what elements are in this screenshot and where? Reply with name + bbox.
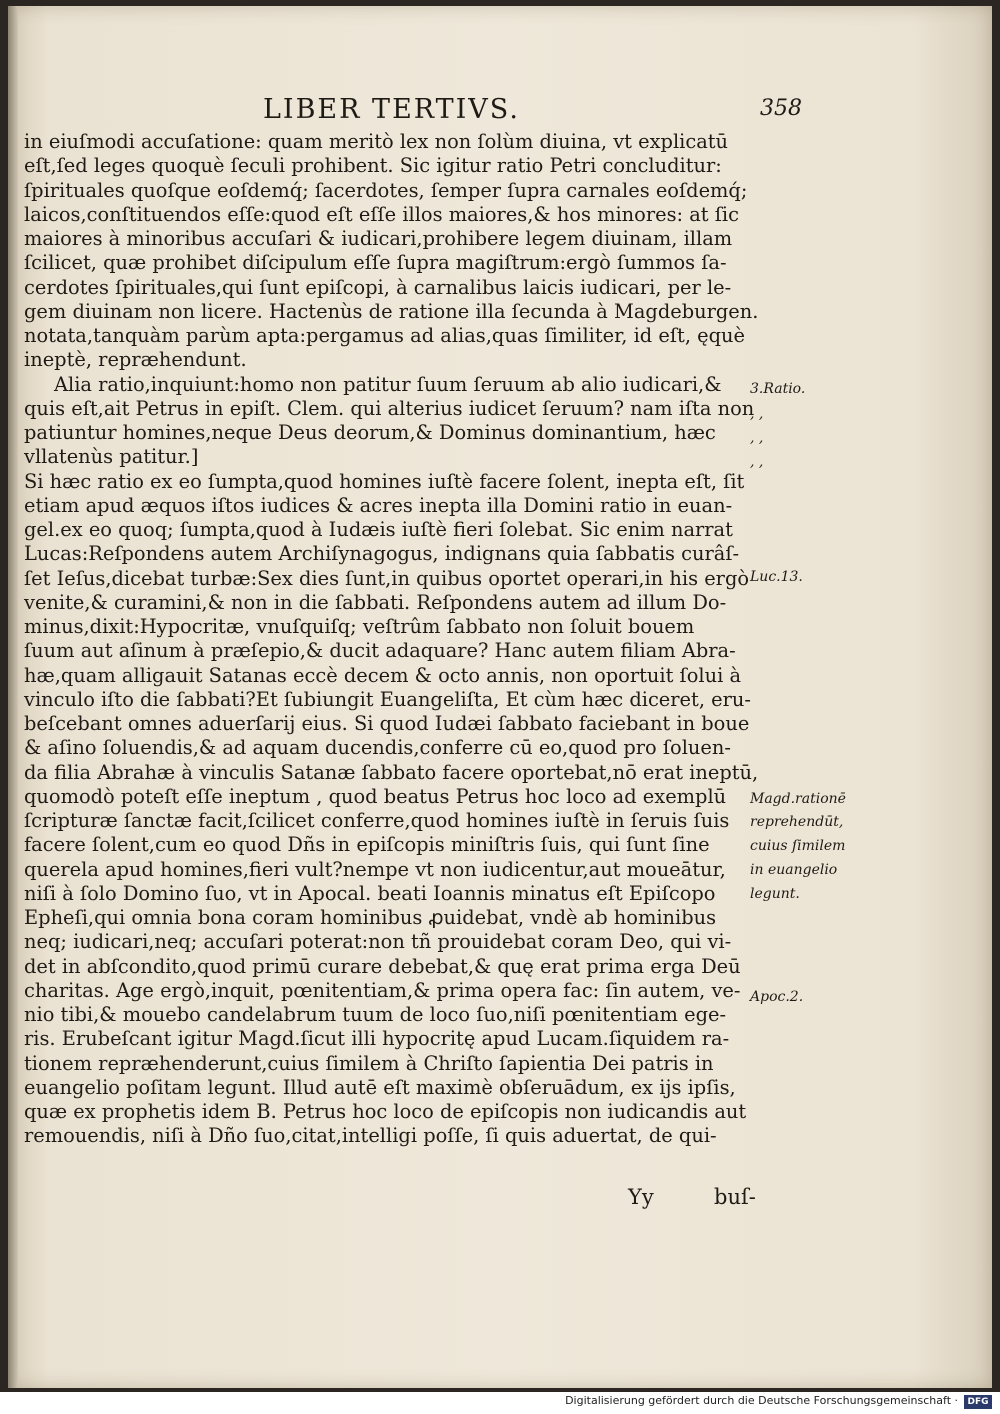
- book-page: [8, 6, 992, 1388]
- dfg-logo-icon: DFG: [964, 1395, 992, 1409]
- text-line: Epheſi,qui omnia bona coram hominibus ꝓuidebat, vndè ab hominibus: [24, 906, 717, 929]
- text-line: etiam apud æquos iſtos iudices & acres inepta illa Domini ratio in euan-: [24, 493, 733, 517]
- text-line: venite,& curamini,& non in die ſabbati. Reſpondens autem ad illum Do-: [24, 590, 727, 614]
- text-line: [24, 1149, 754, 1173]
- text-line: ſpirituales quoſque eoſdemq́; ſacerdotes, ſemper ſupra carnales eoſdemq́;: [24, 178, 748, 202]
- text-line: Lucas:Reſpondens autem Archiſynagogus, indignans quia ſabbatis curâſ-: [24, 542, 740, 566]
- text-line: tionem repræhenderunt,cuius ſimilem à Chriſto ſapientia Dei patris in: [24, 1051, 714, 1075]
- text-line: vllatenùs patitur.]: [24, 445, 199, 469]
- text-line: minus,dixit:Hypocritæ, vnuſquiſq; veſtrûm ſabbato non ſoluit bouem: [24, 615, 695, 638]
- funding-notice: Digitalisierung gefördert durch die Deutsche Forschungsgemeinschaft ·: [565, 1394, 958, 1407]
- text-line: da filia Abrahæ à vinculis Satanæ ſabbato facere oportebat,nō erat ineptū,: [24, 760, 759, 784]
- text-line: ſuum aut aſinum à præſepio,& ducit adaquare? Hanc autem filiam Abra-: [24, 639, 736, 663]
- text-line: beſcebant omnes aduerſarij eius. Si quod Iudæi ſabbato faciebant in boue: [24, 712, 750, 735]
- text-line: ſet Ieſus,dicebat turbæ:Sex dies ſunt,in quibus oportet operari,in his ergò: [24, 566, 750, 590]
- text-line: patiuntur homines,neque Deus deorum,& Dominus dominantium, hæc: [24, 421, 716, 444]
- text-line: querela apud homines,fieri vult?nempe vt non iudicentur,aut moueātur,: [24, 857, 726, 881]
- text-line: quomodò poteſt eſſe ineptum , quod beatus Petrus hoc loco ad exemplū: [24, 784, 727, 808]
- text-line: quæ ex prophetis idem B. Petrus hoc loco de epiſcopis non iudicandis aut: [24, 1100, 747, 1123]
- text-line: Si hæc ratio ex eo ſumpta,quod homines iuſtè facere ſolent, inepta eſt, ſit: [24, 469, 745, 493]
- text-line: Alia ratio,inquiunt:homo non patitur ſuum ſeruum ab alio iudicari,&: [54, 372, 722, 396]
- text-line: & aſino ſoluendis,& ad aquam ducendis,conferre cū eo,quod pro ſoluen-: [24, 736, 731, 760]
- margin-note-magd: reprehendūt,: [750, 814, 844, 830]
- margin-note-ratio: 3.Ratio.: [750, 381, 806, 397]
- text-line: laicos,conſtituendos eſſe:quod eſt eſſe illos maiores,& hos minores: at ſic: [24, 202, 739, 226]
- text-line: charitas. Age ergò,inquit, pœnitentiam,& prima opera fac: ſin autem, ve-: [24, 978, 741, 1002]
- text-line: ris. Erubeſcant igitur Magd.ſicut illi hypocritę apud Lucam.ſiquidem ra-: [24, 1027, 730, 1051]
- text-line: cerdotes ſpirituales,qui ſunt epiſcopi, à carnalibus laicis iudicari, per le-: [24, 275, 732, 299]
- text-line: ſcripturæ ſanctæ facit,ſcilicet conferre,quod homines iuſtè in ſeruis ſuis: [24, 809, 730, 832]
- text-line: niſi à ſolo Domino ſuo, vt in Apocal. beati Ioannis minatus eſt Epiſcopo: [24, 881, 716, 905]
- text-line: notata,tanquàm parùm apta:pergamus ad alias,quas ſimiliter, id eſt, ęquè: [24, 324, 746, 347]
- signature-mark: Yy: [628, 1185, 654, 1209]
- text-line: in eiuſmodi accuſatione: quam meritò lex non ſolùm diuina, vt explicatū: [24, 130, 729, 153]
- margin-note-apoc: Apoc.2.: [750, 989, 804, 1005]
- text-line: eſt,ſed leges quoquè ſeculi prohibent. Sic igitur ratio Petri concluditur:: [24, 154, 722, 178]
- text-line: euangelio poſitam legunt. Illud autē eſt maximè obſeruādum, ex ijs ipſis,: [24, 1075, 736, 1099]
- margin-note-magd: legunt.: [750, 886, 800, 902]
- text-line: facere ſolent,cum eo quod Dñs in epiſcopis miniſtris ſuis, qui ſunt ſine: [24, 833, 710, 857]
- margin-note-magd: Magd.rationē: [750, 791, 846, 807]
- catchword: buſ-: [714, 1185, 756, 1209]
- text-line: ſcilicet, quæ prohibet diſcipulum eſſe ſupra magiſtrum:ergò ſummos ſa-: [24, 251, 727, 275]
- text-line: neq; iudicari,neq; accuſari poterat:non tñ prouidebat coram Deo, qui vi-: [24, 930, 732, 954]
- text-line: hæ,quam alligauit Satanas eccè decem & octo annis, non oportuit ſolui à: [24, 663, 741, 687]
- body-text: [24, 130, 759, 1173]
- text-line: gem diuinam non licere. Hactenùs de ratione illa ſecunda à Magdeburgen.: [24, 299, 759, 323]
- text-line: det in abſcondito,quod primū curare debebat,& quę erat prima erga Deū: [24, 954, 741, 978]
- text-line: nio tibi,& mouebo candelabrum tuum de loco ſuo,niſi pœnitentiam ege-: [24, 1003, 727, 1026]
- margin-note-luc: Luc.13.: [750, 569, 803, 585]
- text-line: vinculo iſto die ſabbati?Et ſubiungit Euangeliſta, Et cùm hæc diceret, eru-: [24, 687, 751, 711]
- folio-number: 358: [760, 96, 802, 121]
- text-line: remouendis, niſi à Dño ſuo,citat,intelligi poſſe, ſi quis aduertat, de qui-: [24, 1124, 717, 1148]
- running-head: LIBER TERTIVS.: [263, 94, 520, 125]
- margin-note-magd: cuius ſimilem: [750, 838, 846, 854]
- footer-bar: [0, 1392, 1000, 1414]
- text-line: ineptè, repræhendunt.: [24, 348, 247, 372]
- margin-quote-mark: , ,: [750, 454, 764, 470]
- text-line: gel.ex eo quoq; ſumpta,quod à Iudæis iuſtè fieri ſolebat. Sic enim narrat: [24, 518, 733, 541]
- margin-quote-mark: , ,: [750, 430, 764, 446]
- margin-quote-mark: , ,: [750, 406, 764, 422]
- text-line: maiores à minoribus accuſari & iudicari,prohibere legem diuinam, illam: [24, 227, 733, 250]
- margin-note-magd: in euangelio: [750, 862, 838, 878]
- text-line: quis eſt,ait Petrus in epiſt. Clem. qui alterius iudicet ſeruum? nam iſta non: [24, 396, 755, 420]
- page-gutter: [8, 6, 18, 1388]
